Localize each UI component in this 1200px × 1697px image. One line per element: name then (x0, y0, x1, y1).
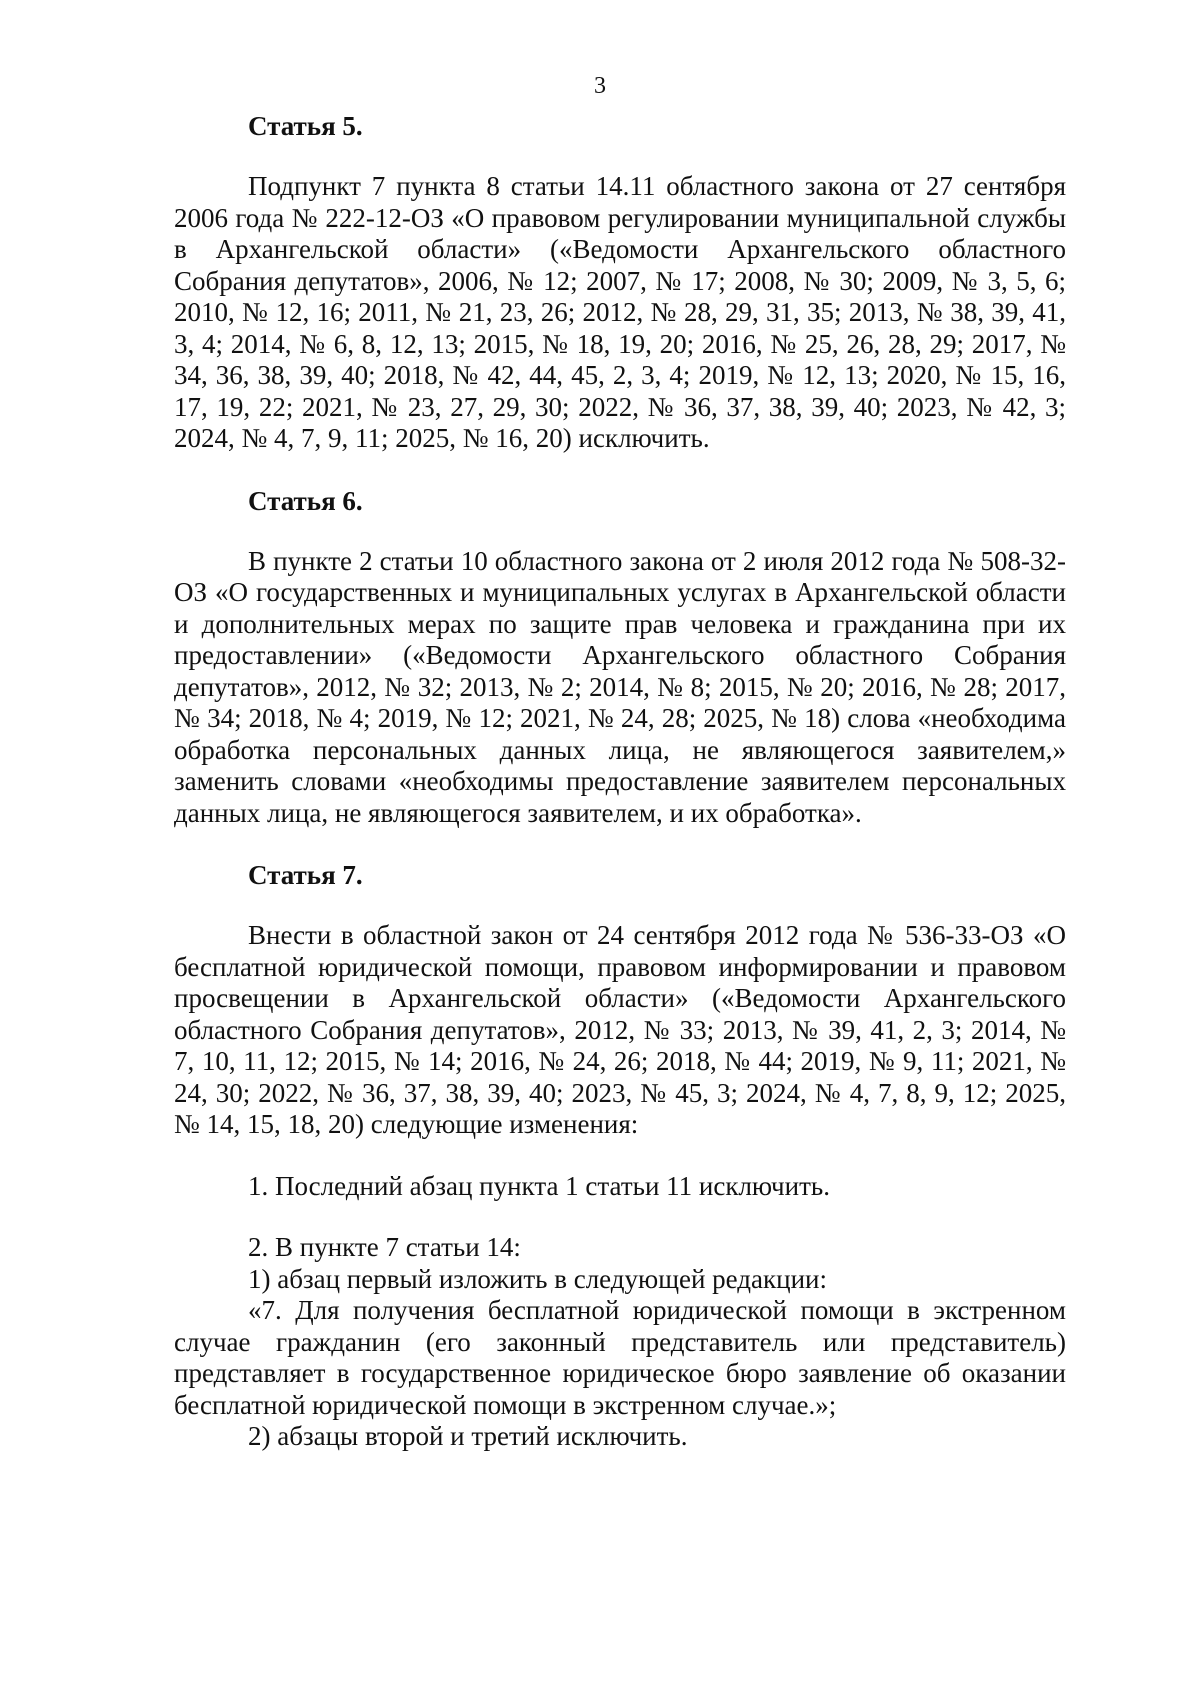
article-6-text: В пункте 2 статьи 10 областного закона от 2 июля 2012 года № 508-32-ОЗ «О государственных и муниципальных услугах в Архангельской области и дополнительных мерах по защите прав человека и гражданина при их предоставлении» («Ведомости Архангельского областного Собрания депутатов», 2012, № 32; 2013, № 2; 2014, № 8; 2015, № 20; 2016, № 28; 2017, № 34; 2018, № 4; 2019, № 12; 2021, № 24, 28; 2025, № 18) слова «необходима обработка персональных данных лица, не являющегося заявителем,» заменить словами «необходимы предоставление заявителем персональных данных лица, не являющегося заявителем, и их обработка». (174, 545, 1066, 828)
article-5-heading: Статья 5. (248, 111, 363, 141)
article-7-item-2-sub-2: 2) абзацы второй и третий исключить. (248, 1421, 688, 1451)
document-body (174, 110, 1066, 1453)
article-7-item-2: 2. В пункте 7 статьи 14: (248, 1232, 521, 1262)
article-7-heading: Статья 7. (248, 860, 363, 890)
article-7-intro: Внести в областной закон от 24 сентября 2012 года № 536-33-ОЗ «О бесплатной юридической помощи, правовом информировании и правовом просвещении в Архангельской области» («Ведомости Архангельского областного Собрания депутатов», 2012, № 33; 2013, № 39, 41, 2, 3; 2014, № 7, 10, 11, 12; 2015, № 14; 2016, № 24, 26; 2018, № 44; 2019, № 9, 11; 2021, № 24, 30; 2022, № 36, 37, 38, 39, 40; 2023, № 45, 3; 2024, № 4, 7, 8, 9, 12; 2025, № 14, 15, 18, 20) следующие изменения: (174, 920, 1066, 1139)
article-5-text: Подпункт 7 пункта 8 статьи 14.11 областного закона от 27 сентября 2006 года № 222-12-ОЗ «О правовом регулировании муниципальной службы в Архангельской области» («Ведомости Архангельского областного Собрания депутатов», 2006, № 12; 2007, № 17; 2008, № 30; 2009, № 3, 5, 6; 2010, № 12, 16; 2011, № 21, 23, 26; 2012, № 28, 29, 31, 35; 2013, № 38, 39, 41, 3, 4; 2014, № 6, 8, 12, 13; 2015, № 18, 19, 20; 2016, № 25, 26, 28, 29; 2017, № 34, 36, 38, 39, 40; 2018, № 42, 44, 45, 2, 3, 4; 2019, № 12, 13; 2020, № 15, 16, 17, 19, 22; 2021, № 23, 27, 29, 30; 2022, № 36, 37, 38, 39, 40; 2023, № 42, 3; 2024, № 4, 7, 9, 11; 2025, № 16, 20) исключить. (174, 171, 1066, 453)
article-7-item-1: 1. Последний абзац пункта 1 статьи 11 исключить. (248, 1170, 830, 1201)
article-7-item-2-quote: «7. Для получения бесплатной юридической помощи в экстренном случае гражданин (его законный представитель или представитель) представляет в государственное юридическое бюро заявление об оказании бесплатной юридической помощи в экстренном случае.»; (174, 1295, 1066, 1420)
article-7 (174, 859, 1066, 1453)
article-6 (174, 485, 1066, 830)
page-number: 3 (594, 73, 606, 99)
article-7-item-2-sub-1: 1) абзац первый изложить в следующей редакции: (248, 1263, 827, 1294)
article-6-heading: Статья 6. (248, 485, 363, 516)
article-5 (174, 110, 1066, 455)
